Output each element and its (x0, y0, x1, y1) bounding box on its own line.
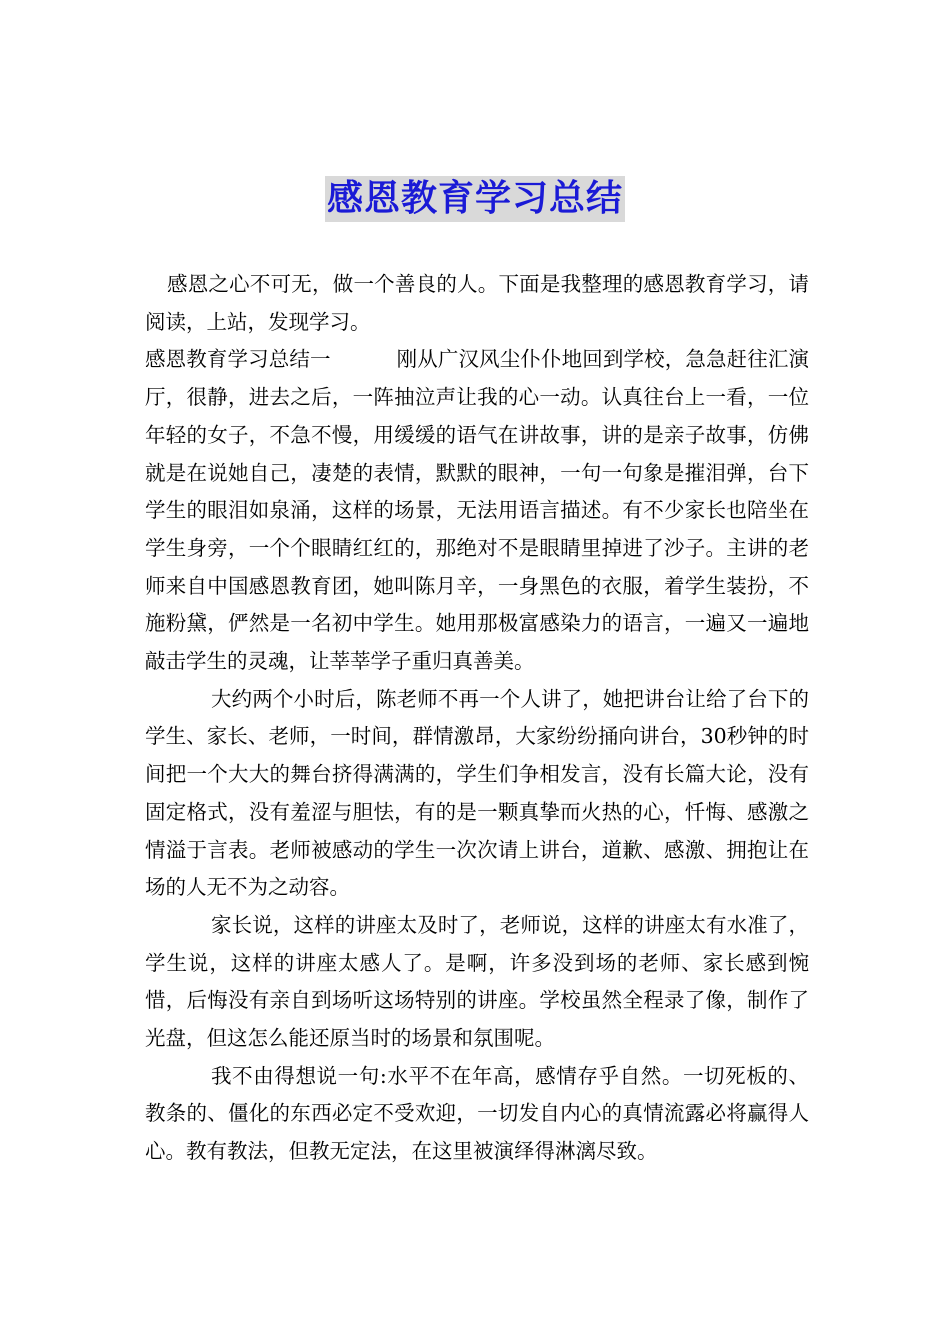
intro-paragraph: 感恩之心不可无，做一个善良的人。下面是我整理的感恩教育学习，请阅读，上站，发现学习。 (145, 272, 809, 334)
document-body (145, 266, 809, 1171)
paragraph-4: 我不由得想说一句:水平不在年高，感情存乎自然。一切死板的、教条的、僵化的东西必定不受欢迎，一切发自内心的真情流露必将赢得人心。教有教法，但教无定法，在这里被演绎得淋漓尽致。 (145, 1063, 809, 1164)
paragraph-2: 大约两个小时后，陈老师不再一个人讲了，她把讲台让给了台下的学生、家长、老师，一时间，群情激昂，大家纷纷捅向讲台，30秒钟的时间把一个大大的舞台挤得满满的，学生们争相发言，没有长篇大论，没有固定格式，没有羞涩与胆怯，有的是一颗真挚而火热的心，忏悔、感激之情溢于言表。老师被感动的学生一次次请上讲台，道歉、感激、拥抱让在场的人无不为之动容。 (145, 686, 809, 900)
section-heading: 感恩教育学习总结一 (145, 347, 331, 372)
paragraph-3: 家长说，这样的讲座太及时了，老师说，这样的讲座太有水准了，学生说，这样的讲座太感人了。是啊，许多没到场的老师、家长感到惋惜，后悔没有亲自到场听这场特别的讲座。学校虽然全程录了像，制作了光盘，但这怎么能还原当时的场景和氛围呢。 (145, 912, 809, 1051)
paragraph-1-text: 刚从广汉风尘仆仆地回到学校，急急赶往汇演厅，很静，进去之后，一阵抽泣声让我的心一动。认真往台上一看，一位年轻的女子，不急不慢，用缓缓的语气在讲故事，讲的是亲子故事，仿佛就是在说她自己，凄楚的表情，默默的眼神，一句一句象是摧泪弹，台下学生的眼泪如泉涌，这样的场景，无法用语言描述。有不少家长也陪坐在学生身旁，一个个眼睛红红的，那绝对不是眼睛里掉进了沙子。主讲的老师来自中国感恩教育团，她叫陈月辛，一身黑色的衣服，着学生装扮，不施粉黛，俨然是一名初中学生。她用那极富感染力的语言，一遍又一遍地敲击学生的灵魂，让莘莘学子重归真善美。 (145, 347, 809, 674)
document-title: 感恩教育学习总结 (325, 176, 625, 222)
section-paragraph-1 (145, 341, 809, 680)
title-container (0, 176, 950, 222)
